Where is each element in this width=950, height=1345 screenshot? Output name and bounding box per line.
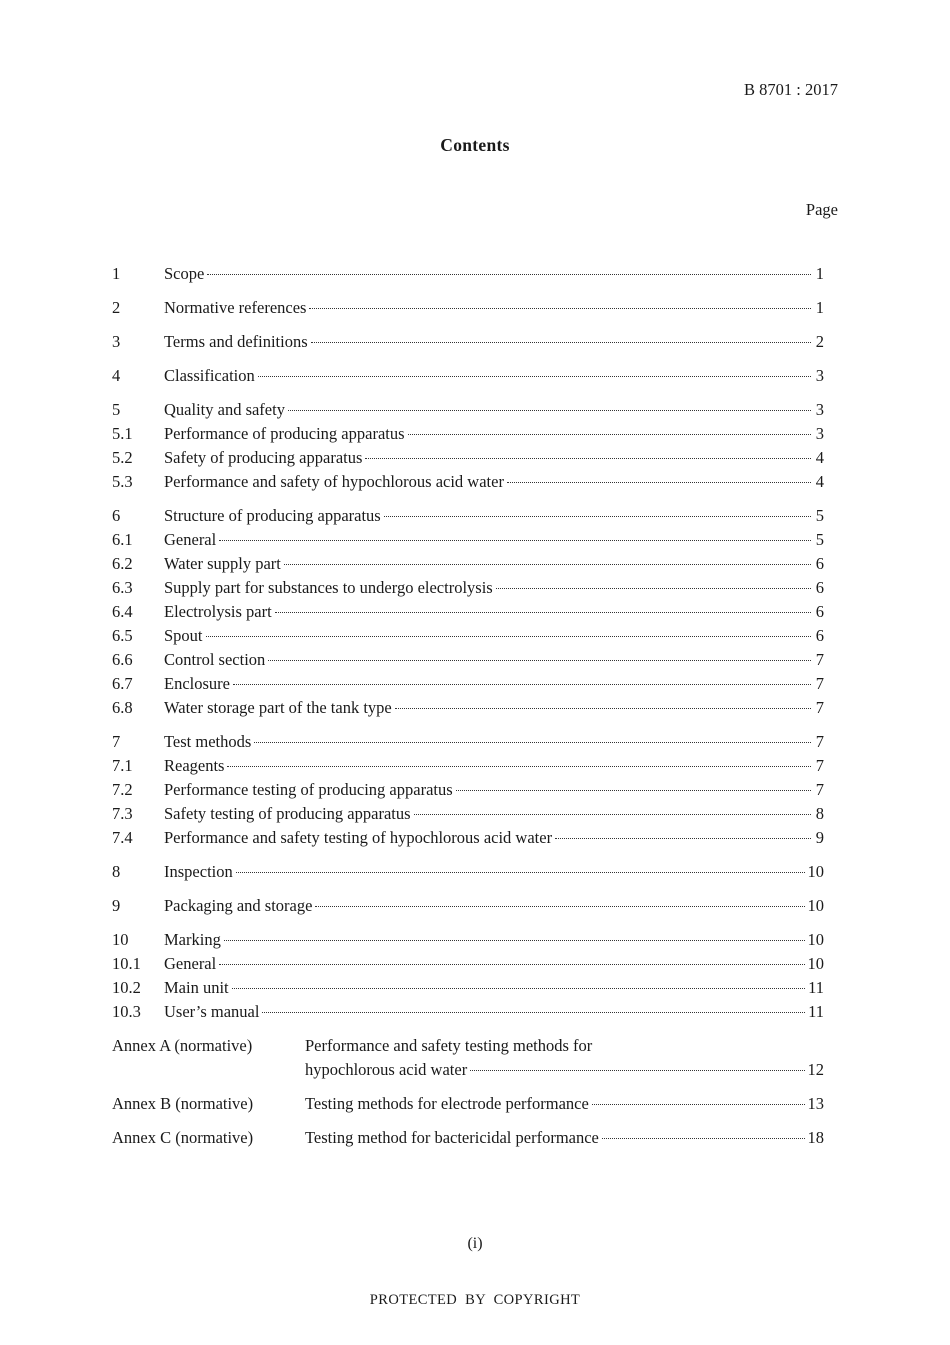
toc-entry-title: General bbox=[164, 954, 217, 973]
toc-entry[interactable] bbox=[112, 600, 824, 624]
dot-leader bbox=[227, 765, 811, 767]
toc-entry-number: 6 bbox=[112, 506, 121, 525]
toc-entry-page: 3 bbox=[815, 424, 824, 443]
toc-entry-number: 1 bbox=[112, 264, 121, 283]
toc-entry-title: Inspection bbox=[164, 862, 233, 881]
toc-entry-number: 7.4 bbox=[112, 828, 133, 847]
annex-title: hypochlorous acid water bbox=[305, 1060, 468, 1079]
toc-entry-number: 5.3 bbox=[112, 472, 133, 491]
toc-entry[interactable] bbox=[112, 730, 824, 754]
table-of-contents bbox=[112, 262, 824, 1160]
toc-entry[interactable] bbox=[112, 470, 824, 494]
toc-entry-title: Performance and safety testing of hypochlorous acid water bbox=[164, 828, 553, 847]
toc-entry-title: Electrolysis part bbox=[164, 602, 272, 621]
page-column-heading: Page bbox=[805, 200, 838, 219]
dot-leader bbox=[414, 813, 811, 815]
toc-entry[interactable] bbox=[112, 576, 824, 600]
toc-entry[interactable] bbox=[112, 528, 824, 552]
toc-entry-number: 6.1 bbox=[112, 530, 133, 549]
toc-entry[interactable] bbox=[112, 672, 824, 696]
toc-entry-number: 10.1 bbox=[112, 954, 141, 973]
toc-entry-title: Quality and safety bbox=[164, 400, 285, 419]
dot-leader bbox=[311, 341, 811, 343]
toc-entry-title: User’s manual bbox=[164, 1002, 260, 1021]
toc-entry[interactable] bbox=[112, 976, 824, 1000]
dot-leader bbox=[602, 1137, 805, 1139]
toc-entry-title: Main unit bbox=[164, 978, 229, 997]
toc-entry-number: 7 bbox=[112, 732, 121, 751]
dot-leader bbox=[470, 1069, 804, 1071]
toc-entry-number: 6.8 bbox=[112, 698, 133, 717]
dot-leader bbox=[275, 611, 811, 613]
toc-entry[interactable] bbox=[112, 504, 824, 528]
toc-entry-page: 7 bbox=[815, 674, 824, 693]
toc-entry-title: Marking bbox=[164, 930, 221, 949]
dot-leader bbox=[284, 563, 811, 565]
toc-entry-page: 4 bbox=[815, 448, 824, 467]
toc-entry-page: 4 bbox=[815, 472, 824, 491]
toc-entry-title: Supply part for substances to undergo electrolysis bbox=[164, 578, 493, 597]
dot-leader bbox=[258, 375, 811, 377]
footer-page-number: (i) bbox=[467, 1235, 483, 1252]
dot-leader bbox=[206, 635, 811, 637]
toc-entry-page: 3 bbox=[815, 366, 824, 385]
dot-leader bbox=[254, 741, 811, 743]
toc-entry[interactable] bbox=[112, 624, 824, 648]
toc-entry-page: 11 bbox=[808, 978, 824, 997]
toc-entry-page: 7 bbox=[815, 650, 824, 669]
toc-entry-title: Water supply part bbox=[164, 554, 281, 573]
toc-entry[interactable] bbox=[112, 552, 824, 576]
dot-leader bbox=[288, 409, 811, 411]
toc-entry-number: 6.4 bbox=[112, 602, 133, 621]
toc-entry-page: 9 bbox=[815, 828, 824, 847]
toc-entry-number: 6.5 bbox=[112, 626, 133, 645]
toc-entry-page: 7 bbox=[815, 732, 824, 751]
toc-entry-number: 6.3 bbox=[112, 578, 133, 597]
toc-section-group bbox=[112, 504, 824, 720]
toc-entry-title: Normative references bbox=[164, 298, 307, 317]
dot-leader bbox=[592, 1103, 805, 1105]
document-number: B 8701 : 2017 bbox=[744, 80, 838, 99]
toc-entry-number: 3 bbox=[112, 332, 121, 351]
toc-section-group bbox=[112, 330, 824, 354]
toc-entry-number: 5 bbox=[112, 400, 121, 419]
dot-leader bbox=[219, 963, 804, 965]
toc-entry-title: Spout bbox=[164, 626, 203, 645]
toc-entry-title: Safety testing of producing apparatus bbox=[164, 804, 411, 823]
toc-entry[interactable] bbox=[112, 754, 824, 778]
toc-entry-page: 1 bbox=[815, 264, 824, 283]
toc-entry[interactable] bbox=[112, 928, 824, 952]
toc-entry-title: General bbox=[164, 530, 217, 549]
dot-leader bbox=[456, 789, 811, 791]
toc-entry-title: Terms and definitions bbox=[164, 332, 308, 351]
toc-entry[interactable] bbox=[112, 802, 824, 826]
toc-entry[interactable] bbox=[112, 364, 824, 388]
toc-entry-title: Water storage part of the tank type bbox=[164, 698, 392, 717]
dot-leader bbox=[262, 1011, 805, 1013]
annex-label: Annex B (normative) bbox=[112, 1094, 254, 1113]
annex-page: 18 bbox=[807, 1128, 824, 1147]
dot-leader bbox=[395, 707, 811, 709]
annex-page: 12 bbox=[807, 1060, 824, 1079]
toc-entry-page: 5 bbox=[815, 506, 824, 525]
dot-leader bbox=[496, 587, 811, 589]
toc-annex-entry[interactable] bbox=[112, 1092, 824, 1116]
footer-copyright: PROTECTED BY COPYRIGHT bbox=[369, 1292, 581, 1308]
annex-label: Annex A (normative) bbox=[112, 1036, 253, 1055]
toc-section-group bbox=[112, 730, 824, 850]
toc-entry[interactable] bbox=[112, 894, 824, 918]
dot-leader bbox=[507, 481, 811, 483]
toc-entry[interactable] bbox=[112, 1000, 824, 1024]
toc-section-group bbox=[112, 894, 824, 918]
toc-section-group bbox=[112, 928, 824, 1024]
toc-entry-number: 4 bbox=[112, 366, 121, 385]
toc-entry-page: 7 bbox=[815, 780, 824, 799]
toc-entry[interactable] bbox=[112, 952, 824, 976]
toc-entry-number: 2 bbox=[112, 298, 121, 317]
toc-section-group bbox=[112, 398, 824, 494]
toc-entry-number: 7.2 bbox=[112, 780, 133, 799]
toc-entry-title: Performance testing of producing apparatus bbox=[164, 780, 453, 799]
toc-entry[interactable] bbox=[112, 826, 824, 850]
toc-entry-number: 5.1 bbox=[112, 424, 133, 443]
toc-section-group bbox=[112, 262, 824, 286]
page-title: Contents bbox=[440, 135, 510, 155]
toc-entry-number: 10.3 bbox=[112, 1002, 141, 1021]
toc-entry-page: 1 bbox=[815, 298, 824, 317]
toc-entry-page: 6 bbox=[815, 626, 824, 645]
toc-entry-title: Packaging and storage bbox=[164, 896, 313, 915]
dot-leader bbox=[309, 307, 811, 309]
dot-leader bbox=[555, 837, 811, 839]
toc-entry[interactable] bbox=[112, 778, 824, 802]
annex-label: Annex C (normative) bbox=[112, 1128, 254, 1147]
dot-leader bbox=[365, 457, 811, 459]
dot-leader bbox=[224, 939, 805, 941]
toc-entry-page: 7 bbox=[815, 698, 824, 717]
dot-leader bbox=[233, 683, 811, 685]
toc-entry-page: 7 bbox=[815, 756, 824, 775]
toc-entry-number: 6.6 bbox=[112, 650, 133, 669]
toc-annex-entry[interactable] bbox=[112, 1034, 824, 1082]
toc-entry-page: 6 bbox=[815, 578, 824, 597]
toc-entry-title: Scope bbox=[164, 264, 205, 283]
toc-section-group bbox=[112, 860, 824, 884]
toc-entry-page: 10 bbox=[807, 862, 824, 881]
annex-title-line: Performance and safety testing methods for bbox=[305, 1036, 593, 1055]
toc-entry-page: 6 bbox=[815, 554, 824, 573]
toc-entry[interactable] bbox=[112, 262, 824, 286]
toc-entry-page: 10 bbox=[807, 896, 824, 915]
toc-entry[interactable] bbox=[112, 296, 824, 320]
annex-title: Testing methods for electrode performance bbox=[305, 1094, 589, 1113]
toc-entry-number: 6.7 bbox=[112, 674, 133, 693]
toc-entry-title: Control section bbox=[164, 650, 266, 669]
toc-entry-page: 2 bbox=[815, 332, 824, 351]
toc-entry-number: 8 bbox=[112, 862, 121, 881]
toc-entry[interactable] bbox=[112, 330, 824, 354]
toc-entry-number: 7.1 bbox=[112, 756, 133, 775]
dot-leader bbox=[408, 433, 811, 435]
toc-entry-page: 5 bbox=[815, 530, 824, 549]
toc-entry-title: Safety of producing apparatus bbox=[164, 448, 363, 467]
dot-leader bbox=[268, 659, 811, 661]
toc-entry-number: 7.3 bbox=[112, 804, 133, 823]
dot-leader bbox=[384, 515, 811, 517]
toc-entry-title: Enclosure bbox=[164, 674, 230, 693]
toc-entry-number: 5.2 bbox=[112, 448, 133, 467]
toc-annex-entry[interactable] bbox=[112, 1126, 824, 1150]
toc-entry-title: Reagents bbox=[164, 756, 225, 775]
toc-entry-title: Performance of producing apparatus bbox=[164, 424, 405, 443]
toc-section-group bbox=[112, 296, 824, 320]
toc-entry[interactable] bbox=[112, 446, 824, 470]
toc-entry-number: 6.2 bbox=[112, 554, 133, 573]
dot-leader bbox=[315, 905, 804, 907]
dot-leader bbox=[236, 871, 805, 873]
toc-entry-page: 8 bbox=[815, 804, 824, 823]
toc-section-group bbox=[112, 364, 824, 388]
dot-leader bbox=[232, 987, 805, 989]
toc-entry-number: 9 bbox=[112, 896, 121, 915]
toc-entry[interactable] bbox=[112, 398, 824, 422]
annex-title: Testing method for bactericidal performance bbox=[305, 1128, 599, 1147]
toc-entry[interactable] bbox=[112, 860, 824, 884]
toc-entry-page: 10 bbox=[807, 930, 824, 949]
toc-entry[interactable] bbox=[112, 648, 824, 672]
toc-entry-page: 3 bbox=[815, 400, 824, 419]
annex-page: 13 bbox=[807, 1094, 824, 1113]
toc-entry-page: 6 bbox=[815, 602, 824, 621]
toc-entry-number: 10 bbox=[112, 930, 129, 949]
toc-entry-title: Performance and safety of hypochlorous acid water bbox=[164, 472, 504, 491]
dot-leader bbox=[219, 539, 811, 541]
toc-entry-title: Classification bbox=[164, 366, 255, 385]
dot-leader bbox=[207, 273, 811, 275]
toc-entry-title: Test methods bbox=[164, 732, 252, 751]
toc-entry[interactable] bbox=[112, 422, 824, 446]
toc-entry[interactable] bbox=[112, 696, 824, 720]
toc-entry-number: 10.2 bbox=[112, 978, 141, 997]
toc-entry-page: 11 bbox=[808, 1002, 824, 1021]
toc-entry-page: 10 bbox=[807, 954, 824, 973]
toc-entry-title: Structure of producing apparatus bbox=[164, 506, 381, 525]
